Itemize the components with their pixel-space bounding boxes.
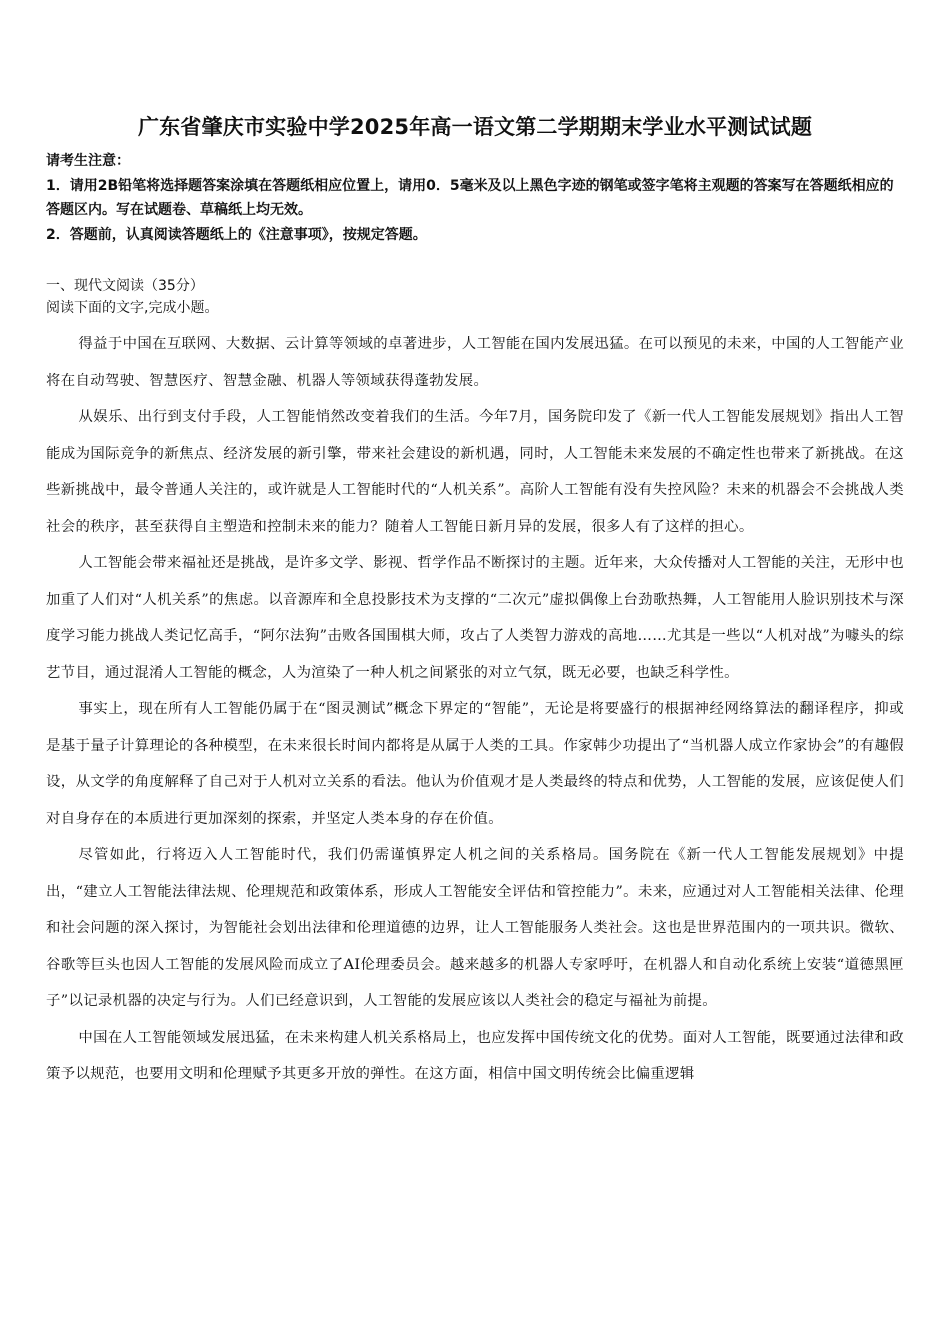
- passage-paragraph-5: 尽管如此，行将迈入人工智能时代，我们仍需谨慎界定人机之间的关系格局。国务院在《新一代人工智能发展规划》中提出，“建立人工智能法律法规、伦理规范和政策体系，形成人工智能安全评估和管控能力”。未来，应通过对人工智能相关法律、伦理和社会问题的深入探讨，为智能社会划出法律和伦理道德的边界，让人工智能服务人类社会。这也是世界范围内的一项共识。微软、谷歌等巨头也因人工智能的发展风险而成立了AI伦理委员会。越来越多的机器人专家呼吁，在机器人和自动化系统上安装“道德黑匣子”以记录机器的决定与行为。人们已经意识到，人工智能的发展应该以人类社会的稳定与福祉为前提。: [46, 847, 904, 1009]
- page-title: 广东省肇庆市实验中学2025年高一语文第二学期期末学业水平测试试题: [137, 115, 813, 139]
- notice-heading: 请考生注意：: [46, 153, 130, 169]
- notice-item-2: 2．答题前，认真阅读答题纸上的《注意事项》，按规定答题。: [46, 226, 427, 243]
- passage-paragraph-2: 从娱乐、出行到支付手段，人工智能悄然改变着我们的生活。今年7月，国务院印发了《新一代人工智能发展规划》指出人工智能成为国际竞争的新焦点、经济发展的新引擎，带来社会建设的新机遇，同时，人工智能未来发展的不确定性也带来了新挑战。在这些新挑战中，最令普通人关注的，或许就是人工智能时代的“人机关系”。高阶人工智能有没有失控风险？未来的机器会不会挑战人类社会的秩序，甚至获得自主塑造和控制未来的能力？随着人工智能日新月异的发展，很多人有了这样的担心。: [46, 409, 904, 535]
- passage-paragraph-6: 中国在人工智能领域发展迅猛，在未来构建人机关系格局上，也应发挥中国传统文化的优势。面对人工智能，既要通过法律和政策予以规范，也要用文明和伦理赋予其更多开放的弹性。在这方面，相信中国文明传统会比偏重逻辑: [46, 1029, 904, 1082]
- section-instruction: 阅读下面的文字,完成小题。: [46, 300, 219, 316]
- reading-passage: [46, 326, 904, 1093]
- passage-paragraph-4: 事实上，现在所有人工智能仍属于在“图灵测试”概念下界定的“智能”，无论是将要盛行的根据神经网络算法的翻译程序，抑或是基于量子计算理论的各种模型，在未来很长时间内都将是从属于人类的工具。作家韩少功提出了“当机器人成立作家协会”的有趣假设，从文学的角度解释了自己对于人机对立关系的看法。他认为价值观才是人类最终的特点和优势，人工智能的发展，应该促使人们对自身存在的本质进行更加深刻的探索，并坚定人类本身的存在价值。: [46, 701, 904, 827]
- notice-item-1: 1．请用2B铅笔将选择题答案涂填在答题纸相应位置上，请用0．5毫米及以上黑色字迹的钢笔或签字笔将主观题的答案写在答题纸相应的答题区内。写在试题卷、草稿纸上均无效。: [46, 177, 894, 218]
- passage-paragraph-3: 人工智能会带来福祉还是挑战，是许多文学、影视、哲学作品不断探讨的主题。近年来，大众传播对人工智能的关注，无形中也加重了人们对“人机关系”的焦虑。以音源库和全息投影技术为支撑的“二次元”虚拟偶像上台劲歌热舞，人工智能用人脸识别技术与深度学习能力挑战人类记忆高手，“阿尔法狗”击败各国围棋大师，攻占了人类智力游戏的高地……尤其是一些以“人机对战”为噱头的综艺节目，通过混淆人工智能的概念，人为渲染了一种人机之间紧张的对立气氛，既无必要，也缺乏科学性。: [46, 555, 904, 681]
- section-heading: 一、现代文阅读（35分）: [46, 278, 204, 294]
- candidate-notice: [46, 149, 904, 247]
- passage-paragraph-1: 得益于中国在互联网、大数据、云计算等领域的卓著进步，人工智能在国内发展迅猛。在可以预见的未来，中国的人工智能产业将在自动驾驶、智慧医疗、智慧金融、机器人等领域获得蓬勃发展。: [46, 336, 904, 389]
